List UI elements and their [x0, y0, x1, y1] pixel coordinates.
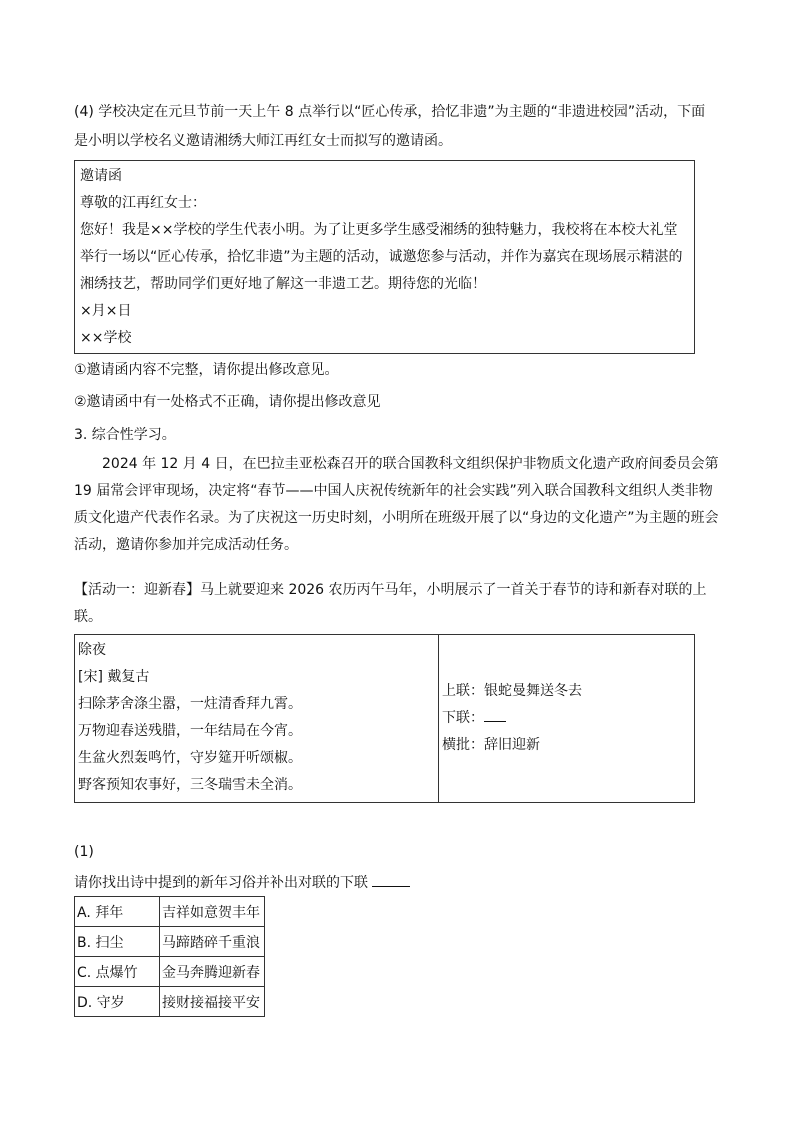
poem-line: 生盆火烈轰鸣竹，守岁筵开听颂椒。: [78, 750, 302, 766]
table-row: [75, 957, 265, 987]
table-row: [75, 897, 265, 927]
option-couplet-b: 马蹄踏碎千重浪: [160, 927, 265, 957]
invitation-salutation: 尊敬的江再红女士：: [80, 195, 206, 211]
couplet-cell: [439, 635, 694, 802]
poem-author: [宋] 戴复古: [78, 669, 150, 685]
activity1-text: 【活动一：迎新春】马上就要迎来 2026 农历丙午马年，小明展示了一首关于春节的诗和新春对联的上联。: [74, 582, 707, 625]
invitation-title: 邀请函: [80, 168, 122, 184]
q1-prompt-row: [74, 872, 410, 893]
poem-line: 野客预知农事好，三冬瑞雪未全消。: [78, 777, 302, 793]
option-custom-b: B. 扫尘: [75, 927, 160, 957]
poem-title: 除夜: [78, 642, 106, 658]
couplet-lower-row: [442, 705, 691, 732]
section3-heading: 3. 综合性学习。: [74, 427, 176, 443]
option-couplet-a: 吉祥如意贺丰年: [160, 897, 265, 927]
option-couplet-c: 金马奔腾迎新春: [160, 957, 265, 987]
q4-intro-line2: 是小明以学校名义邀请湘绣大师江再红女士而拟写的邀请函。: [74, 133, 452, 149]
q1-prompt: 请你找出诗中提到的新年习俗并补出对联的下联: [74, 875, 368, 891]
table-row: [75, 927, 265, 957]
poem-line: 万物迎春送残腊，一年结局在今宵。: [78, 723, 302, 739]
invitation-signature: ××学校: [80, 330, 132, 346]
q4-intro-line1: (4) 学校决定在元旦节前一天上午 8 点举行以“匠心传承，拾忆非遗”为主题的“非遗进校园”活动，下面: [74, 104, 706, 120]
couplet-horizontal: 横批：辞旧迎新: [442, 737, 540, 753]
q1-number: (1): [74, 844, 94, 860]
poem-couplet-table: [74, 634, 695, 803]
table-row: [75, 987, 265, 1017]
section3-paragraph: 2024 年 12 月 4 日，在巴拉圭亚松森召开的联合国教科文组织保护非物质文化遗产政府间委员会第 19 届常会评审现场，决定将“春节——中国人庆祝传统新年的社会实践”列入联合国教科文组织人类非物质文化遗产代表作名录。为了庆祝这一历史时刻，小明所在班级开展了以“身边的文化遗产”为主题的班会活动，邀请你参加并完成活动任务。: [74, 456, 719, 553]
q4-sub-question-2: ②邀请函中有一处格式不正确，请你提出修改意见: [74, 394, 381, 410]
option-custom-c: C. 点爆竹: [75, 957, 160, 987]
invitation-body: 您好！我是××学校的学生代表小明。为了让更多学生感受湘绣的独特魅力，我校将在本校大礼堂举行一场以“匠心传承，拾忆非遗”为主题的活动，诚邀您参与活动，并作为嘉宾在现场展示精湛的湘绣技艺，帮助同学们更好地了解这一非遗工艺。期待您的光临！: [80, 222, 683, 292]
options-table: [74, 896, 265, 1017]
couplet-upper: 上联：银蛇曼舞送冬去: [442, 683, 582, 699]
q1-answer-blank[interactable]: [372, 872, 410, 887]
couplet-lower-blank[interactable]: [484, 707, 506, 722]
poem-cell: [75, 635, 439, 802]
poem-line: 扫除茅舍涤尘嚣，一炷清香拜九霄。: [78, 696, 302, 712]
option-couplet-d: 接财接福接平安: [160, 987, 265, 1017]
option-custom-a: A. 拜年: [75, 897, 160, 927]
invitation-letter-box: [74, 160, 695, 354]
option-custom-d: D. 守岁: [75, 987, 160, 1017]
couplet-lower-label: 下联：: [442, 710, 484, 726]
q4-sub-question-1: ①邀请函内容不完整，请你提出修改意见。: [74, 362, 339, 378]
invitation-date: ×月×日: [80, 303, 132, 319]
